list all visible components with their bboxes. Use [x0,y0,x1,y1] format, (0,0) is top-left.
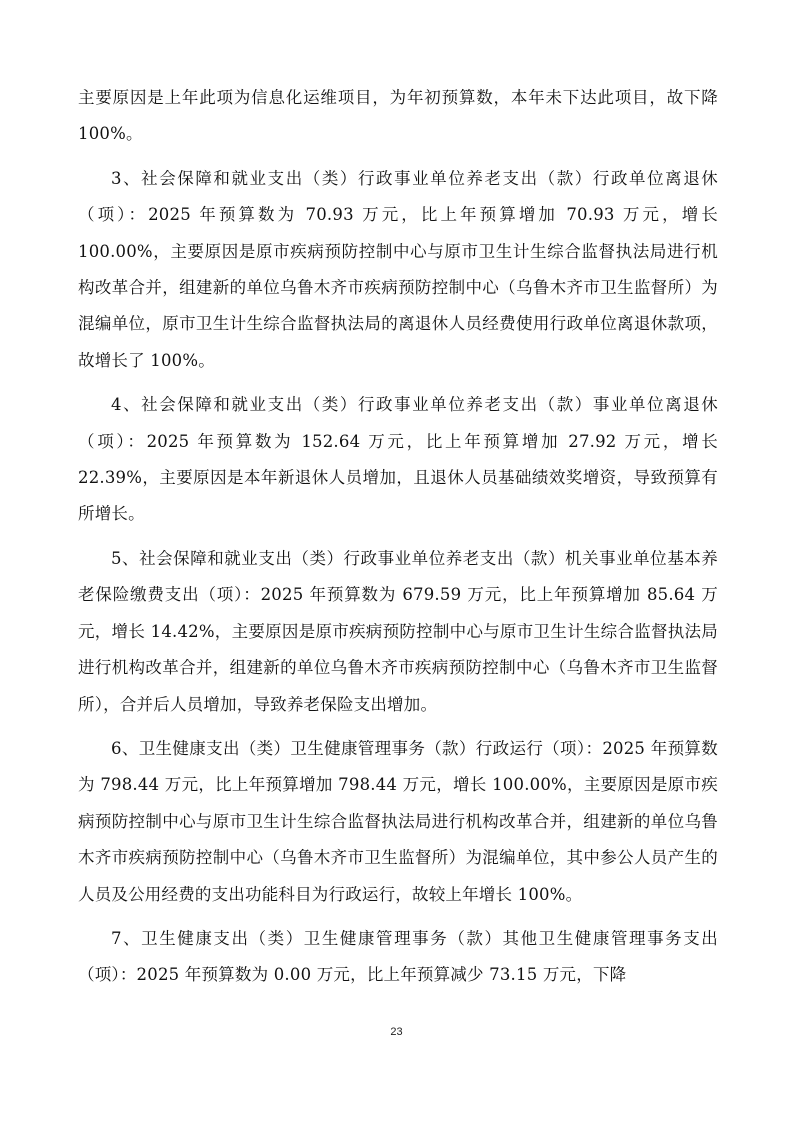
paragraph-item-7: 7、卫生健康支出（类）卫生健康管理事务（款）其他卫生健康管理事务支出（项）：2025 年预算数为 0.00 万元，比上年预算减少 73.15 万元，下降 [78,928,718,985]
paragraph-item-6: 6、卫生健康支出（类）卫生健康管理事务（款）行政运行（项）：2025 年预算数为 798.44 万元，比上年预算增加 798.44 万元，增长 100.00%，主要原因是原市疾病预防控制中心与原市卫生计生综合监督执法局进行机构改革合并，组建新的单位乌鲁木齐市疾病预防控制中心（乌鲁木齐市卫生监督所）为混编单位，其中参公人员产生的人员及公用经费的支出功能科目为行政运行，故较上年增长 100%。 [78,738,718,904]
paragraph-item-4: 4、社会保障和就业支出（类）行政事业单位养老支出（款）事业单位离退休（项）：2025 年预算数为 152.64 万元，比上年预算增加 27.92 万元，增长 22.39%，主要原因是本年新退休人员增加，且退休人员基础绩效奖增资，导致预算有所增长。 [78,395,718,524]
document-body [78,80,718,994]
paragraph-continuation: 主要原因是上年此项为信息化运维项目，为年初预算数，本年未下达此项目，故下降 100%。 [78,88,718,144]
page-number: 23 [390,1026,403,1038]
paragraph-item-5: 5、社会保障和就业支出（类）行政事业单位养老支出（款）机关事业单位基本养老保险缴费支出（项）：2025 年预算数为 679.59 万元，比上年预算增加 85.64 万元，增长 14.42%，主要原因是原市疾病预防控制中心与原市卫生计生综合监督执法局进行机构改革合并，组建新的单位乌鲁木齐市疾病预防控制中心（乌鲁木齐市卫生监督所），合并后人员增加，导致养老保险支出增加。 [78,548,718,714]
paragraph-item-3: 3、社会保障和就业支出（类）行政事业单位养老支出（款）行政单位离退休（项）：2025 年预算数为 70.93 万元，比上年预算增加 70.93 万元，增长 100.00%，主要原因是原市疾病预防控制中心与原市卫生计生综合监督执法局进行机构改革合并，组建新的单位乌鲁木齐市疾病预防控制中心（乌鲁木齐市卫生监督所）为混编单位，原市卫生计生综合监督执法局的离退休人员经费使用行政单位离退休款项，故增长了 100%。 [78,168,718,370]
